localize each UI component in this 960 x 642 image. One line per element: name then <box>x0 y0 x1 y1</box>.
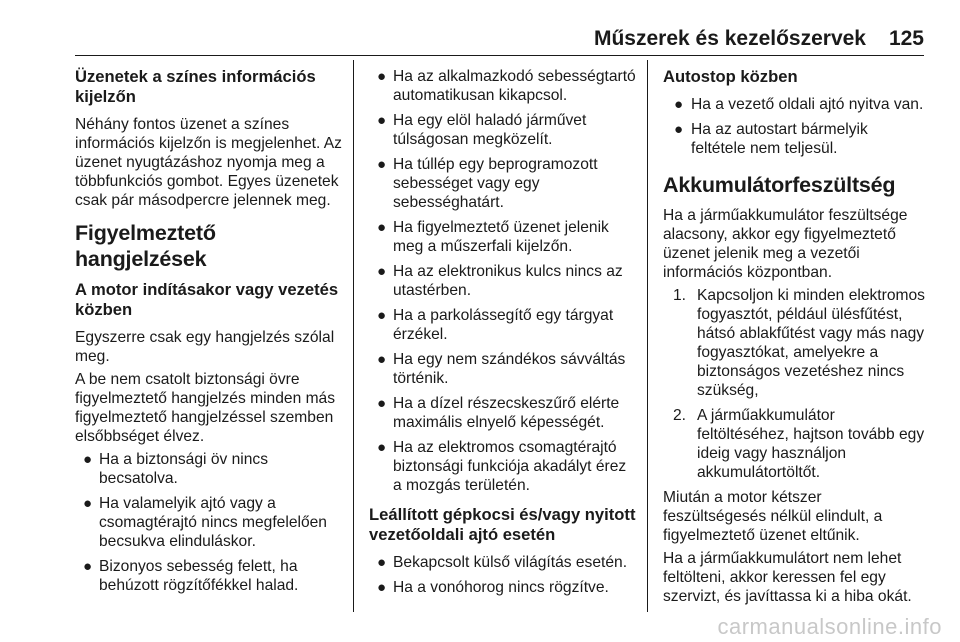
list-item: ● Ha valamelyik ajtó vagy a csomagtérajtó nincs megfelelően becsukva elinduláskor. <box>83 495 327 550</box>
section-heading-messages: Üzenetek a színes információs kijelzőn <box>75 67 316 106</box>
list-item: ● Ha az elektronikus kulcs nincs az utastérben. <box>377 263 623 299</box>
bullet-icon: ● <box>377 112 387 129</box>
bullet-icon: ● <box>674 121 684 138</box>
list-item: ● Bekapcsolt külső világítás esetén. <box>377 554 628 571</box>
subsection-heading-engine-start: A motor indításakor vagy vezetés közben <box>75 280 339 319</box>
header-rule <box>75 55 924 56</box>
bullet-icon: ● <box>377 351 387 368</box>
bullet-icon: ● <box>377 439 387 456</box>
bullet-icon: ● <box>377 307 387 324</box>
column-1 <box>75 60 351 612</box>
numbered-list <box>663 286 925 482</box>
list-item: 1. Kapcsoljon ki minden elektromos fogyasztót, például ülésfűtést, hátsó ablakfűtést vagy más nagy fogyasztókat, amelyekre a biztonságos vezetéshez nincs szükség, <box>673 287 925 399</box>
bullet-icon: ● <box>377 263 387 280</box>
column-2 <box>369 60 637 612</box>
list-item: ● Ha figyelmeztető üzenet jelenik meg a műszerfali kijelzőn. <box>377 219 609 255</box>
list-item: ● Ha egy elöl haladó járművet túlságosan megközelít. <box>377 112 587 148</box>
list-item: ● Ha a parkolássegítő egy tárgyat érzékel. <box>377 307 614 343</box>
list-item: ● Ha az alkalmazkodó sebességtartó automatikusan kikapcsol. <box>377 68 636 104</box>
bullet-icon: ● <box>377 156 387 173</box>
column-divider <box>353 60 354 612</box>
section-heading-battery-voltage: Akkumulátorfeszültség <box>663 173 896 197</box>
paragraph: A be nem csatolt biztonsági övre figyelmeztető hangjelzés minden más figyelmeztető hangjelzéssel szemben elsőbbséget élvez. <box>75 371 336 445</box>
bullet-list <box>75 450 351 595</box>
list-item: ● Ha a dízel részecskeszűrő elérte maximális elnyelő képességét. <box>377 395 620 431</box>
bullet-icon: ● <box>377 579 387 596</box>
bullet-icon: ● <box>377 219 387 236</box>
list-item: ● Ha túllép egy beprogramozott sebességet vagy egy sebességhatárt. <box>377 156 598 211</box>
bullet-list <box>369 553 637 597</box>
list-item: ● Ha a vonóhorog nincs rögzítve. <box>377 579 609 596</box>
paragraph: Ha a járműakkumulátor feszültsége alacsony, akkor egy figyelmeztető üzenet jelenik meg a vezetői információs központban. <box>663 207 908 281</box>
list-item: ● Ha egy nem szándékos sávváltás történik. <box>377 351 626 387</box>
bullet-icon: ● <box>83 495 93 512</box>
list-item: 2. A járműakkumulátor feltöltéséhez, hajtson tovább egy ideig vagy használjon akkumulátortöltőt. <box>673 407 925 481</box>
bullet-icon: ● <box>377 68 387 85</box>
column-divider <box>647 60 648 612</box>
bullet-list <box>369 67 637 495</box>
bullet-icon: ● <box>83 558 93 575</box>
bullet-list <box>663 95 925 158</box>
subsection-heading-autostop: Autostop közben <box>663 67 798 86</box>
paragraph: Ha a járműakkumulátort nem lehet feltölteni, akkor keressen fel egy szervizt, és javíttassa ki a hiba okát. <box>663 550 912 605</box>
chapter-title: Műszerek és kezelőszervek <box>593 27 866 50</box>
paragraph: Néhány fontos üzenet a színes információs kijelzőn is megjelenhet. Az üzenet nyugtázáshoz nyomja meg a többfunkciós gombot. Egyes üzenetek csak pár másodpercre jelennek meg. <box>75 116 342 209</box>
bullet-icon: ● <box>674 96 684 113</box>
page-number: 125 <box>888 27 924 50</box>
list-item: ● Ha a biztonsági öv nincs becsatolva. <box>83 451 269 487</box>
page-header <box>0 0 960 58</box>
step-number: 2. <box>673 407 687 424</box>
subsection-heading-parked-vehicle: Leállított gépkocsi és/vagy nyitott vezetőoldali ajtó esetén <box>369 505 636 544</box>
list-item: ● Ha az autostart bármelyik feltétele nem teljesül. <box>674 121 868 157</box>
watermark: carmanualsonline.info <box>717 614 942 639</box>
paragraph: Egyszerre csak egy hangjelzés szólal meg. <box>75 329 335 365</box>
list-item: ● Ha az elektromos csomagtérajtó biztonsági funkciója akadályt érez a mozgás területén. <box>377 439 627 494</box>
list-item: ● Bizonyos sebesség felett, ha behúzott rögzítőfékkel halad. <box>83 558 299 594</box>
step-number: 1. <box>673 287 687 304</box>
bullet-icon: ● <box>83 451 93 468</box>
bullet-icon: ● <box>377 395 387 412</box>
paragraph: Miután a motor kétszer feszültségesés nélkül elindult, a figyelmeztető üzenet eltűnik. <box>663 489 883 544</box>
section-heading-warning-chimes: Figyelmeztető hangjelzések <box>75 221 216 271</box>
bullet-icon: ● <box>377 554 387 571</box>
column-3 <box>663 60 925 612</box>
list-item: ● Ha a vezető oldali ajtó nyitva van. <box>674 96 924 113</box>
